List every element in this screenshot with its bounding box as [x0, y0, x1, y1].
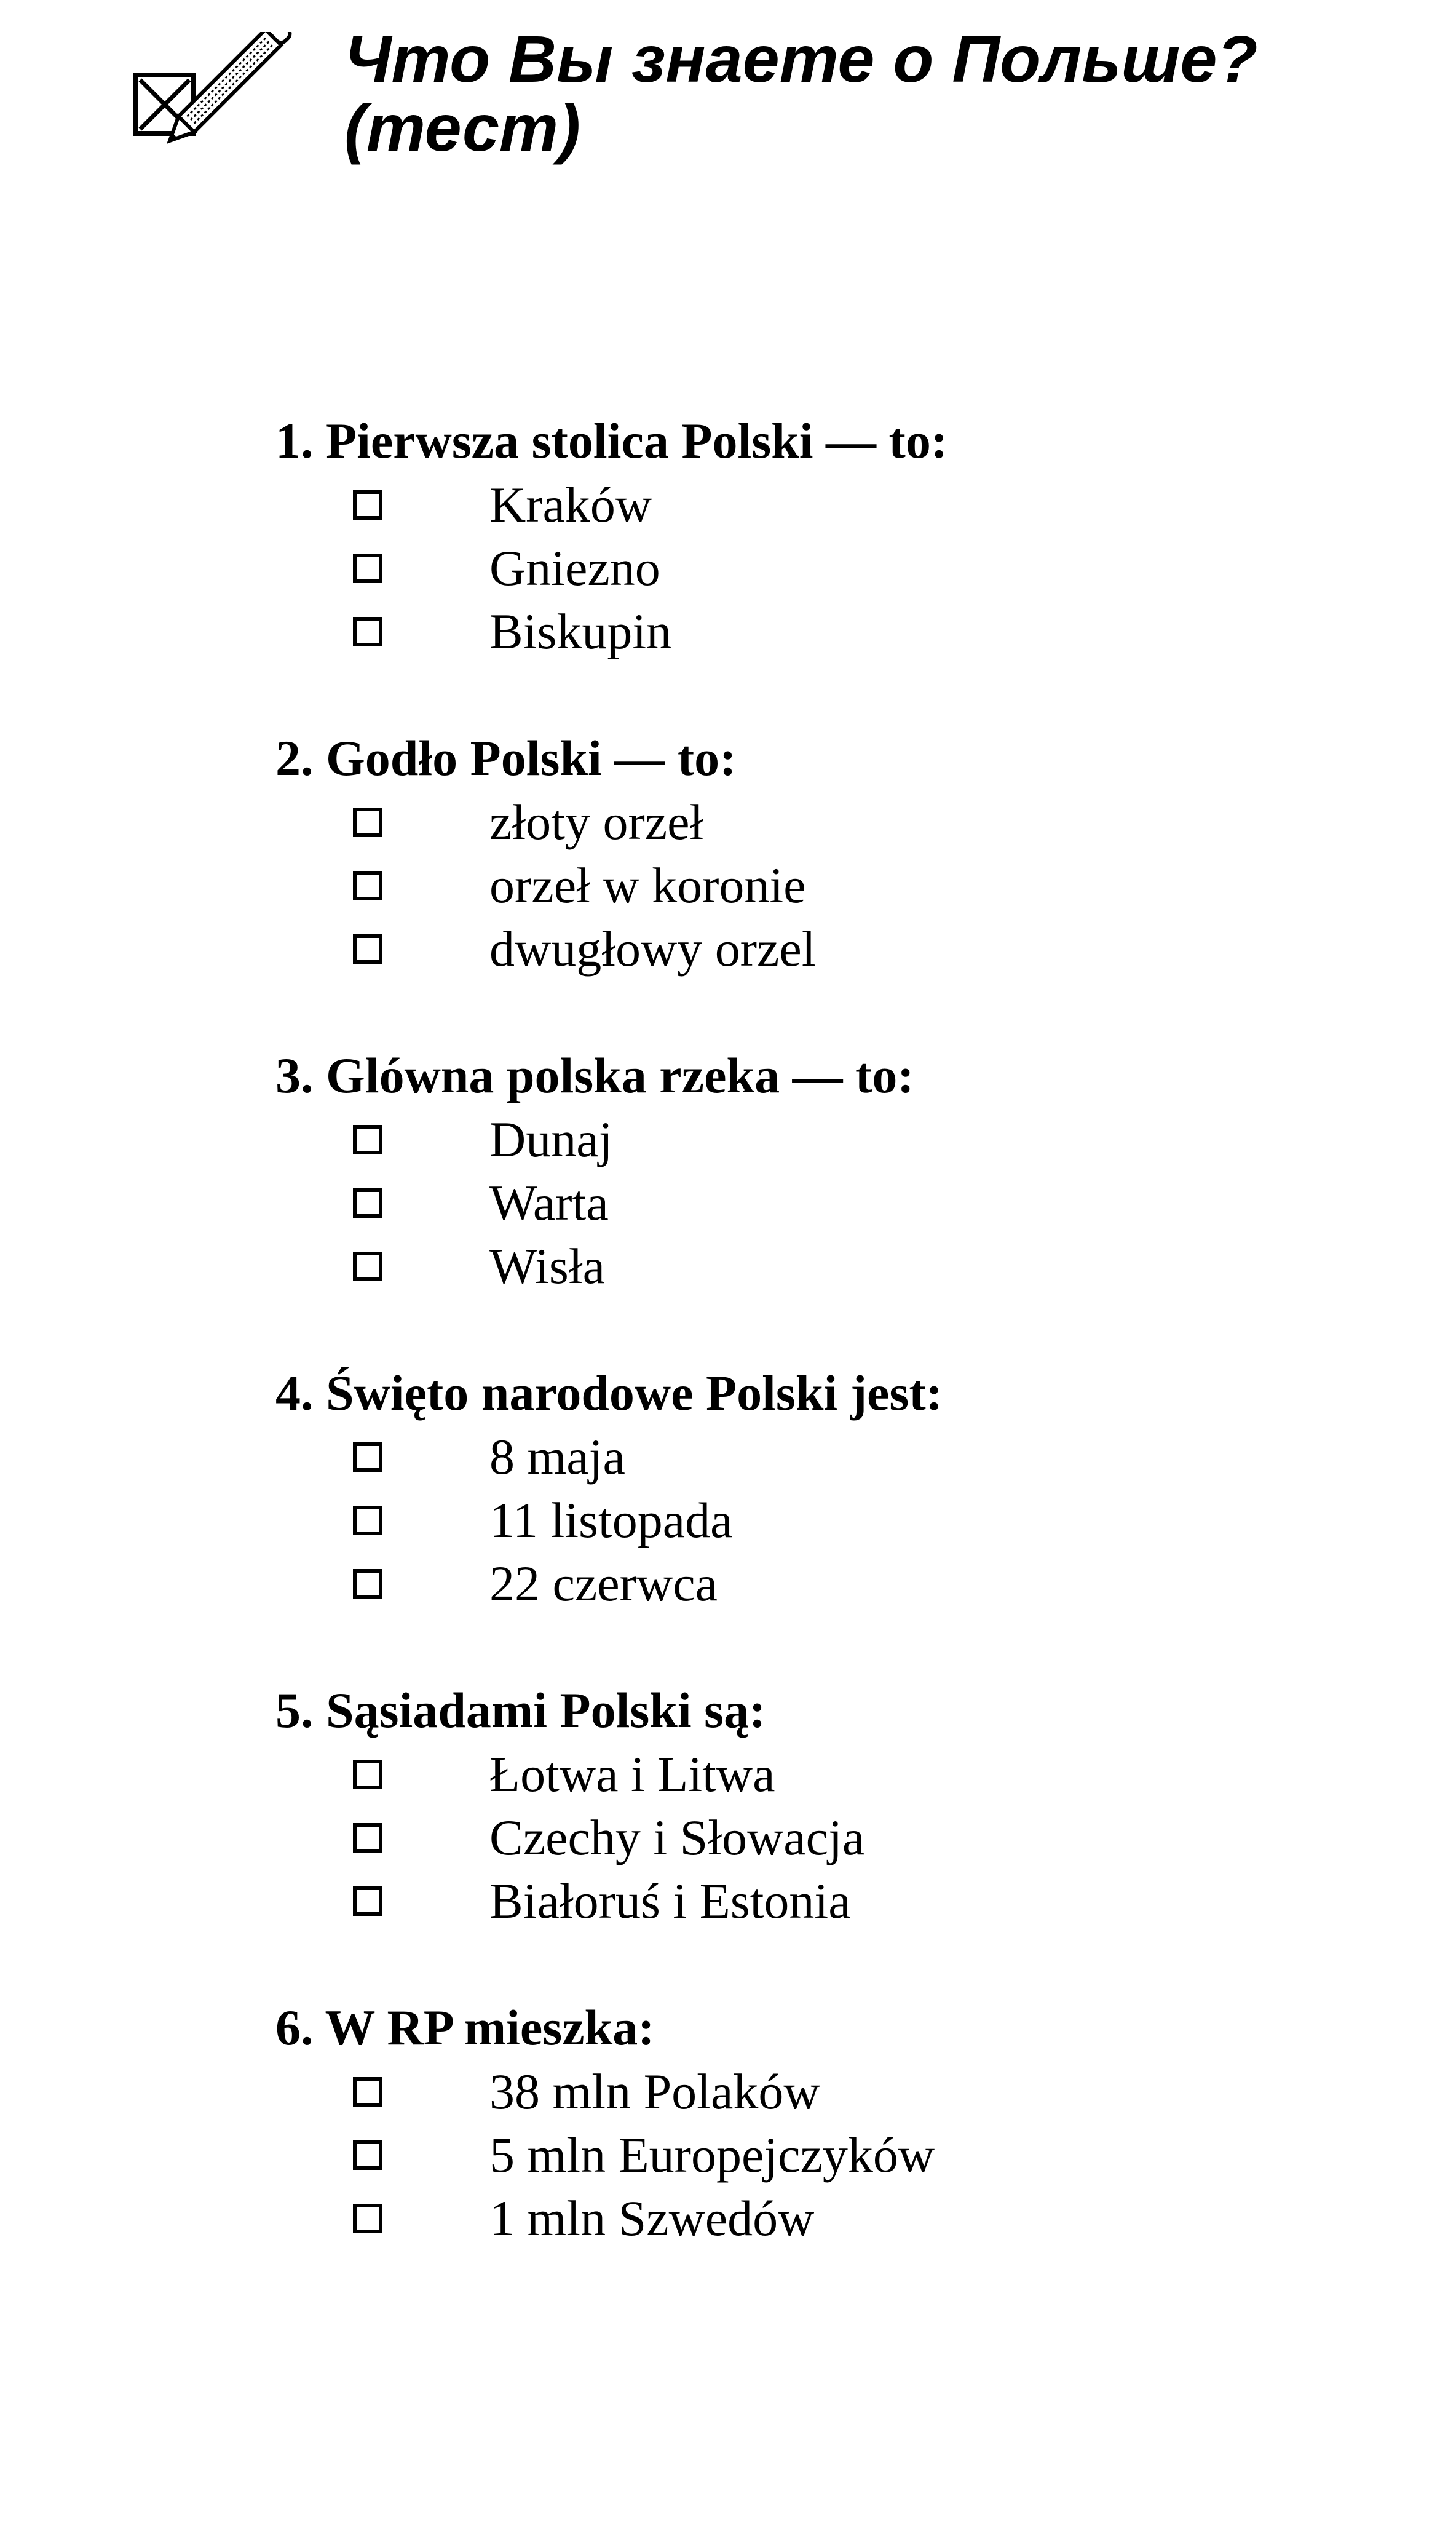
- option-label: Białoruś i Estonia: [489, 1873, 851, 1929]
- question-text: 2. Godło Polski — to:: [275, 730, 737, 786]
- checkbox[interactable]: [353, 1252, 382, 1281]
- question-text: 5. Sąsiadami Polski są:: [275, 1682, 766, 1738]
- option-label: złoty orzeł: [489, 794, 704, 850]
- option-label: 38 mln Polaków: [489, 2064, 820, 2120]
- question-text: 6. W RP mieszka:: [275, 2000, 655, 2056]
- checkbox[interactable]: [353, 554, 382, 583]
- options-list: [275, 473, 1431, 663]
- question-text: 3. Glówna polska rzeka — to:: [275, 1047, 914, 1103]
- question-6: [275, 1996, 1431, 2250]
- checkbox[interactable]: [353, 1442, 382, 1472]
- checkbox[interactable]: [353, 808, 382, 837]
- checkbox[interactable]: [353, 1823, 382, 1853]
- checkbox[interactable]: [353, 1506, 382, 1535]
- checkbox[interactable]: [353, 1569, 382, 1599]
- option-label: Warta: [489, 1175, 609, 1231]
- option-item[interactable]: [275, 1425, 1431, 1488]
- quiz: [275, 409, 1431, 2313]
- option-label: 8 maja: [489, 1429, 625, 1485]
- checkbox[interactable]: [353, 490, 382, 520]
- option-label: Biskupin: [489, 603, 672, 659]
- question-text: 1. Pierwsza stolica Polski — to:: [275, 413, 948, 469]
- option-label: orzeł w koronie: [489, 857, 806, 913]
- option-item[interactable]: [275, 1552, 1431, 1615]
- checkbox[interactable]: [353, 2077, 382, 2107]
- checkbox[interactable]: [353, 617, 382, 646]
- option-item[interactable]: [275, 473, 1431, 536]
- option-label: Czechy i Słowacja: [489, 1810, 865, 1865]
- page-title-line-1: Что Вы знаете о Польше?: [344, 22, 1258, 96]
- option-label: 5 mln Europejczyków: [489, 2127, 935, 2183]
- option-item[interactable]: [275, 1869, 1431, 1933]
- option-item[interactable]: [275, 1488, 1431, 1552]
- checkbox[interactable]: [353, 1886, 382, 1916]
- option-item[interactable]: [275, 1742, 1431, 1806]
- question-2: [275, 726, 1431, 980]
- question-5: [275, 1679, 1431, 1933]
- option-item[interactable]: [275, 2123, 1431, 2187]
- page-title: [344, 22, 1426, 165]
- checkbox[interactable]: [353, 2204, 382, 2233]
- option-label: Wisła: [489, 1238, 605, 1294]
- option-item[interactable]: [275, 2187, 1431, 2250]
- option-label: dwugłowy orzel: [489, 921, 816, 977]
- option-label: 1 mln Szwedów: [489, 2190, 815, 2246]
- page-title-line-2: (тест): [344, 90, 581, 165]
- checkbox-pencil-icon: [128, 32, 312, 149]
- option-item[interactable]: [275, 600, 1431, 663]
- option-label: Kraków: [489, 477, 652, 533]
- question-4: [275, 1361, 1431, 1615]
- option-item[interactable]: [275, 1171, 1431, 1234]
- checkbox[interactable]: [353, 1760, 382, 1789]
- question-text: 4. Święto narodowe Polski jest:: [275, 1365, 943, 1421]
- option-item[interactable]: [275, 917, 1431, 980]
- checkbox[interactable]: [353, 1125, 382, 1154]
- option-label: 11 listopada: [489, 1492, 733, 1548]
- option-label: 22 czerwca: [489, 1556, 718, 1611]
- options-list: [275, 1425, 1431, 1615]
- option-item[interactable]: [275, 1234, 1431, 1298]
- option-item[interactable]: [275, 536, 1431, 600]
- checkbox[interactable]: [353, 1188, 382, 1218]
- options-list: [275, 790, 1431, 980]
- options-list: [275, 1742, 1431, 1933]
- checkbox[interactable]: [353, 871, 382, 900]
- checkbox[interactable]: [353, 2140, 382, 2170]
- options-list: [275, 1108, 1431, 1298]
- option-item[interactable]: [275, 790, 1431, 854]
- option-label: Łotwa i Litwa: [489, 1746, 775, 1802]
- option-item[interactable]: [275, 1108, 1431, 1171]
- option-item[interactable]: [275, 1806, 1431, 1869]
- checkbox[interactable]: [353, 934, 382, 964]
- question-3: [275, 1044, 1431, 1298]
- option-item[interactable]: [275, 2060, 1431, 2123]
- option-label: Dunaj: [489, 1111, 613, 1167]
- option-label: Gniezno: [489, 540, 660, 596]
- question-1: [275, 409, 1431, 663]
- options-list: [275, 2060, 1431, 2250]
- option-item[interactable]: [275, 854, 1431, 917]
